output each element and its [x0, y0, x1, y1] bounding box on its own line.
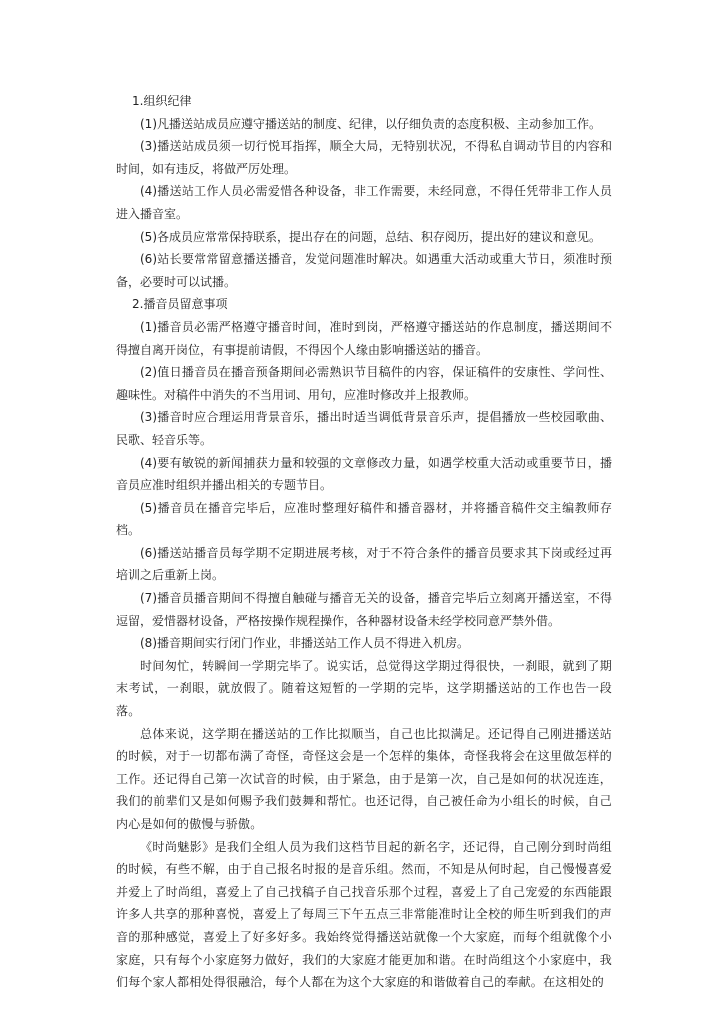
body-paragraph: 时间匆忙，转瞬间一学期完毕了。说实话，总觉得这学期过得很快，一刹眼，就到了期末考试，一刹眼，就放假了。随着这短暂的一学期的完毕，这学期播送站的工作也告一段落。 — [116, 658, 612, 719]
rule-item: (6)播送站播音员每学期不定期进展考核，对于不符合条件的播音员要求其下岗或经过再培训之后重新上岗。 — [116, 545, 612, 583]
rule-item: (1)播音员必需严格遵守播音时间，准时到岗，严格遵守播送站的作息制度，播送期间不得擅自离开岗位，有事提前请假，不得因个人缘由影响播送站的播音。 — [116, 319, 612, 357]
rule-item: (8)播音期间实行闭门作业，非播送站工作人员不得进入机房。 — [140, 636, 470, 651]
rule-item: (7)播音员播音期间不得擅自触碰与播音无关的设备，播音完毕后立刻离开播送室，不得逗留，爱惜器材设备，严格按操作规程操作，各种器材设备未经学校同意严禁外借。 — [116, 591, 612, 628]
body-paragraph: 《时尚魅影》是我们全组人员为我们这档节目起的新名字，还记得，自己刚分到时尚组的时候，有些不解，由于自己报名时报的是音乐组。然而，不知是从何时起，自己慢慢喜爱并爱上了时尚组，喜爱上了自己找稿子自己找音乐那个过程，喜爱上了自己宠爱的东西能跟许多人共享的那种喜悦，喜爱上了每周三下午五点三非常能准时让全校的师生听到我们的声音的那种感觉，喜爱上了好多好多。我始终觉得播送站就像一个大家庭，而每个组就像个小家庭，只有每个小家庭努力做好，我们的大家庭才能更加和谐。在时尚组这个小家庭中，我们每个家人都相处得很融洽，每个人都在为这个大家庭的和谐做着自己的奉献。在这相处的 — [116, 839, 612, 990]
rule-item: (5)各成员应常常保持联系，提出存在的问题，总结、积存阅历，提出好的建议和意见。 — [140, 229, 602, 244]
rule-item: (5)播音员在播音完毕后，应准时整理好稿件和播音器材，并将播音稿件交主编教师存档。 — [116, 500, 612, 538]
rule-item: (1)凡播送站成员应遵守播送站的制度、纪律，以仔细负责的态度积极、主动参加工作。 — [140, 116, 602, 131]
document-body — [116, 90, 612, 994]
body-paragraph: 总体来说，这学期在播送站的工作比拟顺当，自己也比拟满足。还记得自己刚进播送站的时候，对于一切都布满了奇怪，奇怪这会是一个怎样的集体，奇怪我将会在这里做怎样的工作。还记得自己第一次试音的时候，由于紧急，由于是第一次，自己是如何的状况连连，我们的前辈们又是如何赐予我们鼓舞和帮忙。也还记得，自己被任命为小组长的时候，自己内心是如何的傲慢与骄傲。 — [116, 726, 612, 831]
rule-item: (4)要有敏锐的新闻捕获力量和较强的文章修改力量，如遇学校重大活动或重要节日，播音员应准时组织并播出相关的专题节目。 — [116, 455, 612, 493]
rule-item: (4)播送站工作人员必需爱惜各种设备，非工作需要，未经同意，不得任凭带非工作人员进入播音室。 — [116, 184, 612, 221]
section-heading: 2.播音员留意事项 — [132, 297, 228, 312]
rule-item: (2)值日播音员在播音预备期间必需熟识节目稿件的内容，保证稿件的安康性、学问性、趣味性。对稿件中消失的不当用词、用句，应准时修改并上报教师。 — [116, 365, 612, 402]
rule-item: (3)播音时应合理运用背景音乐，播出时适当调低背景音乐声，提倡播放一些校园歌曲、民歌、轻音乐等。 — [116, 410, 612, 447]
rule-item: (3)播送站成员须一切行悦耳指挥，顺全大局，无特别状况，不得私自调动节目的内容和时间，如有违反，将做严厉处理。 — [116, 139, 612, 176]
section-heading: 1.组织纪律 — [132, 94, 192, 108]
rule-item: (6)站长要常常留意播送播音，发觉问题准时解决。如遇重大活动或重大节日，须准时预备，必要时可以试播。 — [116, 252, 612, 289]
